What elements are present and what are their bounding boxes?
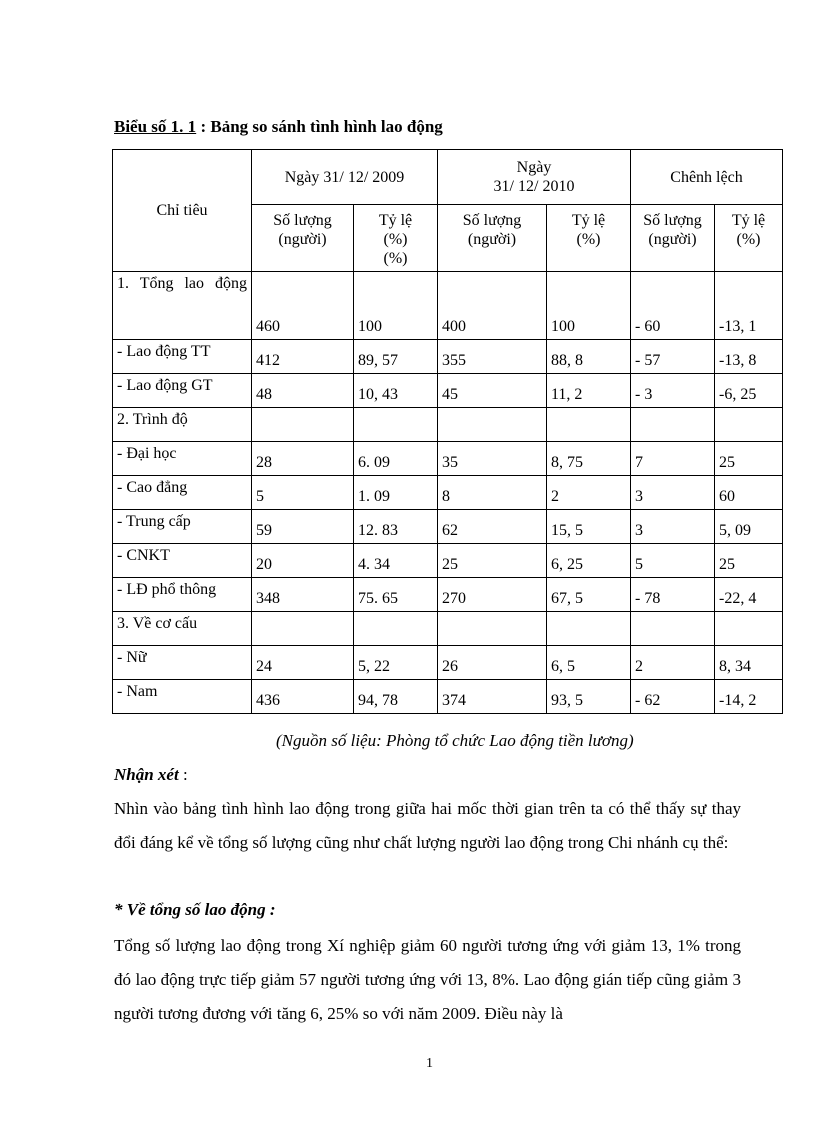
paragraph-tong-so: Tổng số lượng lao động trong Xí nghiệp giảm 60 người tương ứng với giảm 13, 1% trong đó lao động trực tiếp giảm 57 người tương ứng với 13, 8%. Lao động gián tiếp cũng giảm 3 người tương đương với tăng 6, 25% so với năm 2009. Điều này là: [114, 936, 741, 1023]
cell-d2: 25: [715, 442, 783, 476]
cell-d2: -22, 4: [715, 578, 783, 612]
cell-p2: [547, 408, 631, 442]
subheader-ty-le-diff: [715, 205, 783, 272]
cell-v2: 355: [438, 340, 547, 374]
cell-v1: 5: [252, 476, 354, 510]
cell-p2: 2: [547, 476, 631, 510]
row-label: - Lao động TT: [113, 340, 252, 374]
so-luong-text: Số lượng: [462, 212, 522, 229]
header-chi-tieu: Chỉ tiêu: [113, 150, 252, 272]
percent-text: (%): [736, 231, 761, 248]
cell-d2: [715, 408, 783, 442]
cell-v1: 460: [252, 272, 354, 340]
percent-text: (%): [576, 231, 601, 248]
cell-p2: 8, 75: [547, 442, 631, 476]
cell-p1: [354, 408, 438, 442]
cell-p1: 5, 22: [354, 646, 438, 680]
ty-le-text: Tỷ lệ: [731, 212, 766, 229]
cell-v1: 28: [252, 442, 354, 476]
cell-d1: 5: [631, 544, 715, 578]
table-row: [113, 340, 783, 374]
cell-d1: [631, 612, 715, 646]
percent-text: (%): [383, 231, 408, 248]
subheader-so-luong-diff: [631, 205, 715, 272]
cell-v2: 8: [438, 476, 547, 510]
cell-d2: 8, 34: [715, 646, 783, 680]
percent-text-2: (%): [383, 250, 408, 267]
table-title: [114, 117, 443, 137]
row-label: - Nữ: [113, 646, 252, 680]
row-label: 1. Tổng lao động: [113, 272, 252, 340]
cell-v1: 59: [252, 510, 354, 544]
cell-p2: [547, 612, 631, 646]
row-label: - Cao đẳng: [113, 476, 252, 510]
cell-d1: - 3: [631, 374, 715, 408]
cell-p2: 6, 25: [547, 544, 631, 578]
row-label: - LĐ phổ thông: [113, 578, 252, 612]
page-number: 1: [426, 1056, 433, 1071]
cell-v2: 35: [438, 442, 547, 476]
cell-d1: 2: [631, 646, 715, 680]
table-row: [113, 544, 783, 578]
cell-p1: 6. 09: [354, 442, 438, 476]
row-label: - Lao động GT: [113, 374, 252, 408]
cell-p1: 10, 43: [354, 374, 438, 408]
table-row: [113, 612, 783, 646]
cell-d2: [715, 612, 783, 646]
cell-p2: 67, 5: [547, 578, 631, 612]
cell-d2: 60: [715, 476, 783, 510]
table-row: [113, 272, 783, 340]
cell-v2: 45: [438, 374, 547, 408]
cell-p2: 100: [547, 272, 631, 340]
cell-v1: 348: [252, 578, 354, 612]
nhan-xet-label: Nhận xét: [114, 765, 179, 784]
subheader-ty-le-2009: [354, 205, 438, 272]
heading-tong-so-lao-dong: * Về tổng số lao động :: [114, 900, 276, 919]
subheader-ty-le-2010: [547, 205, 631, 272]
paragraph-intro: Nhìn vào bảng tình hình lao động trong giữa hai mốc thời gian trên ta có thể thấy sự thay đổi đáng kể về tổng số lượng cũng như chất lượng người lao động trong Chi nhánh cụ thể:: [114, 799, 741, 852]
cell-v1: 24: [252, 646, 354, 680]
cell-d1: - 62: [631, 680, 715, 714]
table-title-label: Biểu số 1. 1: [114, 117, 197, 136]
row-label: 3. Về cơ cấu: [113, 612, 252, 646]
row-label: - CNKT: [113, 544, 252, 578]
cell-v2: 270: [438, 578, 547, 612]
table-row: [113, 374, 783, 408]
header-chenh-lech: Chênh lệch: [631, 150, 783, 205]
cell-p1: 94, 78: [354, 680, 438, 714]
cell-d2: 5, 09: [715, 510, 783, 544]
header-date-2010: [438, 150, 631, 205]
cell-v1: 412: [252, 340, 354, 374]
row-label: - Trung cấp: [113, 510, 252, 544]
cell-v1: [252, 408, 354, 442]
cell-v1: 48: [252, 374, 354, 408]
table-title-text: : Bảng so sánh tình hình lao động: [196, 117, 443, 136]
cell-d1: [631, 408, 715, 442]
nhan-xet-heading: [114, 765, 188, 785]
row-label: - Đại học: [113, 442, 252, 476]
cell-p1: 1. 09: [354, 476, 438, 510]
so-luong-text: Số lượng: [643, 212, 702, 229]
cell-d1: - 57: [631, 340, 715, 374]
table-row: [113, 578, 783, 612]
table-row: [113, 476, 783, 510]
cell-p1: 75. 65: [354, 578, 438, 612]
nguoi-text: (người): [648, 231, 697, 248]
table-row: [113, 408, 783, 442]
cell-p2: 6, 5: [547, 646, 631, 680]
table-row: [113, 680, 783, 714]
ty-le-text: Tỷ lệ: [378, 212, 413, 229]
cell-p1: 4. 34: [354, 544, 438, 578]
cell-v2: 400: [438, 272, 547, 340]
nguoi-text: (người): [467, 231, 517, 248]
cell-d1: - 60: [631, 272, 715, 340]
table-row: [113, 510, 783, 544]
cell-d2: -6, 25: [715, 374, 783, 408]
cell-v2: 26: [438, 646, 547, 680]
cell-d1: 7: [631, 442, 715, 476]
cell-d1: - 78: [631, 578, 715, 612]
so-luong-text: Số lượng: [273, 212, 332, 229]
header-date-2010-line2: 31/ 12/ 2010: [493, 178, 575, 195]
nhan-xet-colon: :: [178, 765, 188, 784]
source-note: (Nguồn số liệu: Phòng tổ chức Lao động tiền lương): [276, 731, 634, 750]
header-date-2010-line1: Ngày: [516, 159, 552, 176]
subheader-so-luong-2010: [438, 205, 547, 272]
cell-d1: 3: [631, 476, 715, 510]
cell-v1: [252, 612, 354, 646]
table-row: [113, 646, 783, 680]
subheader-so-luong-2009: [252, 205, 354, 272]
cell-p1: 89, 57: [354, 340, 438, 374]
cell-p1: [354, 612, 438, 646]
header-date-2009: Ngày 31/ 12/ 2009: [252, 150, 438, 205]
cell-d2: 25: [715, 544, 783, 578]
row-label: 2. Trình độ: [113, 408, 252, 442]
labor-comparison-table: [112, 149, 783, 714]
cell-p1: 12. 83: [354, 510, 438, 544]
cell-v2: [438, 408, 547, 442]
cell-p2: 93, 5: [547, 680, 631, 714]
cell-p2: 15, 5: [547, 510, 631, 544]
cell-d2: -13, 1: [715, 272, 783, 340]
cell-v2: [438, 612, 547, 646]
cell-d2: -14, 2: [715, 680, 783, 714]
cell-d1: 3: [631, 510, 715, 544]
cell-v1: 20: [252, 544, 354, 578]
cell-p2: 11, 2: [547, 374, 631, 408]
cell-v2: 62: [438, 510, 547, 544]
row-label: - Nam: [113, 680, 252, 714]
cell-p1: 100: [354, 272, 438, 340]
cell-v1: 436: [252, 680, 354, 714]
ty-le-text: Tỷ lệ: [571, 212, 606, 229]
cell-p2: 88, 8: [547, 340, 631, 374]
cell-d2: -13, 8: [715, 340, 783, 374]
cell-v2: 25: [438, 544, 547, 578]
nguoi-text: (người): [278, 231, 327, 248]
table-row: [113, 442, 783, 476]
cell-v2: 374: [438, 680, 547, 714]
